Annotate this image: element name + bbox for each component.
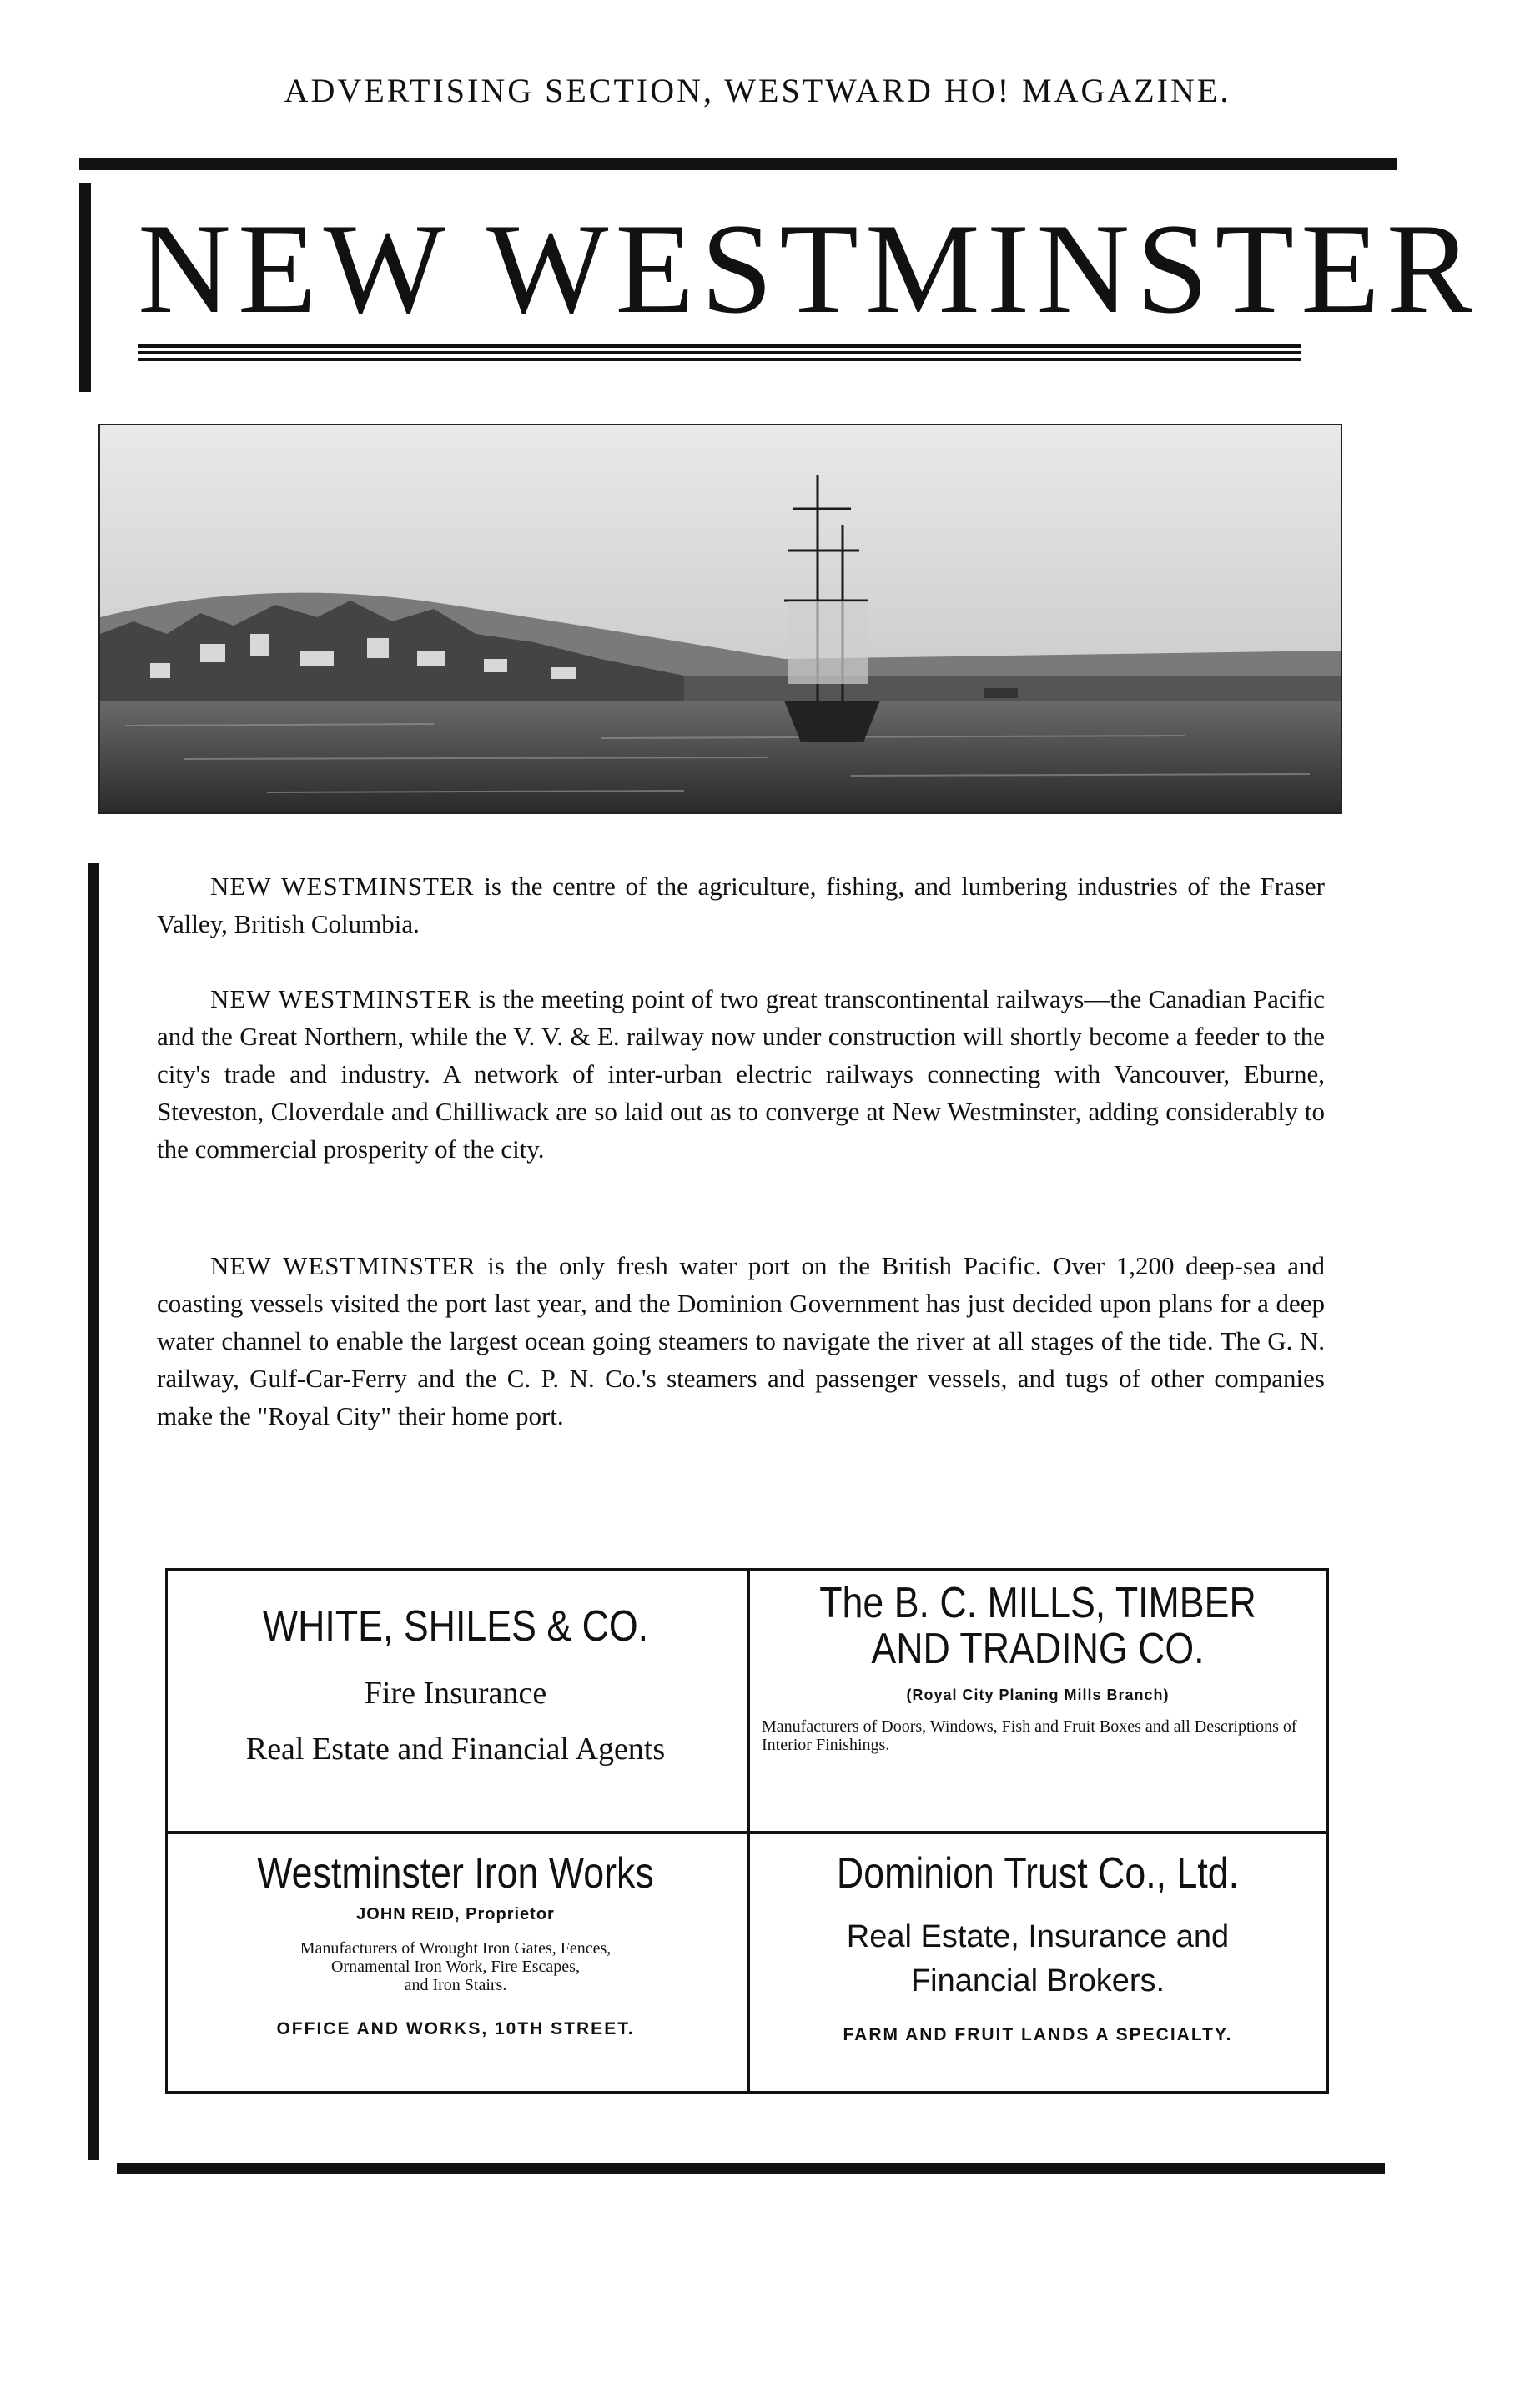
paragraph-3-text: is the only fresh water port on the British Pacific. Over 1,200 deep-sea and coasting vessels visited the port last year, and the Dominion Government has just decided upon plans for a deep water channel to enable the largest ocean going steamers to navigate the river at all stages of the tide. The G. N. railway, Gulf-Car-Ferry and the C. P. N. Co.'s steamers and passenger vessels, and tugs of other companies make the "Royal City" their home port.	[157, 1251, 1325, 1430]
ad-iron-works-desc-3: and Iron Stairs.	[404, 1975, 507, 1994]
ad-dominion-trust-line1: Real Estate, Insurance and	[846, 1918, 1230, 1954]
ad-iron-works-office: OFFICE AND WORKS, 10TH STREET.	[276, 2018, 635, 2039]
ad-iron-works-desc-1: Manufacturers of Wrought Iron Gates, Fences,	[299, 1938, 612, 1958]
advertisement-grid	[165, 1568, 1329, 2094]
ad-bc-mills-name-line2: AND TRADING CO.	[871, 1624, 1205, 1673]
title-rule-3	[138, 358, 1301, 361]
magazine-header: ADVERTISING SECTION, WESTWARD HO! MAGAZINE.	[284, 72, 1231, 109]
ad-bc-mills-branch: (Royal City Planing Mills Branch)	[906, 1687, 1170, 1704]
paragraph-2-text: is the meeting point of two great transcontinental railways—the Canadian Pacific and the Great Northern, while the V. V. & E. railway now under construction will shortly become a feeder to the city's trade and industry. A network of inter-urban electric railways connecting with Vancouver, Eburne, Steveston, Cloverdale and Chilliwack are so laid out as to converge at New Westminster, adding considerably to the commercial prosperity of the city.	[157, 984, 1325, 1164]
ad-white-shiles-line1: Fire Insurance	[364, 1675, 547, 1711]
ad-bc-mills-name-line1: The B. C. MILLS, TIMBER	[819, 1579, 1256, 1627]
title-side-bar	[79, 183, 91, 392]
paragraph-1-text: is the centre of the agriculture, fishing, and lumbering industries of the Fraser Valley, British Columbia.	[157, 872, 1325, 938]
paragraph-3-lead: NEW WESTMINSTER	[210, 1251, 476, 1280]
ad-white-shiles	[168, 1571, 743, 1827]
title-rule-2	[138, 351, 1301, 354]
harbor-photo-image	[100, 425, 1341, 812]
paragraph-2-lead: NEW WESTMINSTER	[210, 984, 472, 1013]
text-side-bar	[88, 863, 99, 2160]
ad-dominion-trust-specialty: FARM AND FRUIT LANDS A SPECIALTY.	[843, 2024, 1233, 2044]
paragraph-1-lead: NEW WESTMINSTER	[210, 872, 475, 901]
ad-bc-mills-desc: Manufacturers of Doors, Windows, Fish and Fruit Boxes and all Descriptions of Interior Finishings.	[762, 1717, 1297, 1755]
ad-iron-works-name: Westminster Iron Works	[257, 1849, 654, 1898]
page-title: NEW WESTMINSTER	[138, 197, 1480, 340]
ad-bc-mills	[750, 1571, 1326, 1827]
harbor-photo	[98, 424, 1342, 814]
top-rule-bar	[79, 158, 1397, 170]
ad-iron-works-desc-2: Ornamental Iron Work, Fire Escapes,	[331, 1957, 580, 1976]
paragraph-1	[157, 867, 1325, 943]
ad-iron-works-proprietor: JOHN REID, Proprietor	[356, 1904, 555, 1923]
ad-dominion-trust-name: Dominion Trust Co., Ltd.	[836, 1849, 1240, 1898]
ad-dominion-trust-line2: Financial Brokers.	[910, 1963, 1165, 1998]
ad-dominion-trust	[750, 1834, 1326, 2091]
ad-iron-works	[168, 1834, 743, 2091]
bottom-rule-bar	[117, 2163, 1385, 2174]
title-rule-1	[138, 344, 1301, 348]
ad-white-shiles-line2: Real Estate and Financial Agents	[245, 1732, 666, 1767]
ad-white-shiles-name: WHITE, SHILES & CO.	[262, 1602, 649, 1651]
paragraph-2	[157, 980, 1325, 1168]
paragraph-3	[157, 1247, 1325, 1435]
